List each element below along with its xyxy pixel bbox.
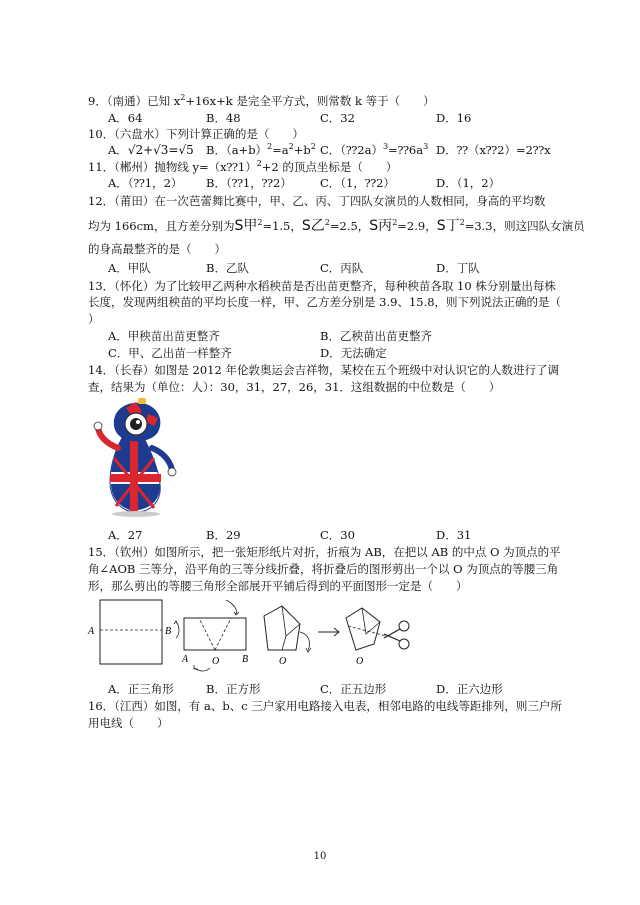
q12-option-d[interactable]: D．丁队 [436,261,480,275]
label-o-3: O [279,656,287,667]
q10-option-b[interactable]: B．$(a+b)^2=a^2+b^2$ [206,142,316,157]
label-o-5: O [356,656,364,667]
q14-option-d[interactable]: D．31 [436,528,472,542]
label-b: B [165,626,172,637]
q12-line1: 12．（莆田）在一次芭蕾舞比赛中，甲、乙、丙、丁四队女演员的人数相同，身高的平均数 [88,194,546,208]
q13-option-c[interactable]: C．甲、乙出苗一样整齐 [108,346,232,360]
q12-option-a[interactable]: A．甲队 [108,261,151,275]
q9-option-d[interactable]: D．16 [436,111,472,125]
q14-option-b[interactable]: B．29 [206,528,241,542]
q12-option-b[interactable]: B．乙队 [206,261,249,275]
olympic-mascot-image [92,398,178,518]
q11-stem: 11．（郴州）抛物线 y=（x⁇1）$^2$+2 的顶点坐标是（ ） [88,159,398,174]
page-number: 10 [313,851,327,862]
q14-option-a[interactable]: A．27 [108,528,143,542]
q12-line2: 均为 166cm，且方差分别为S甲$^2$=1.5，S乙$^2$=2.5，S丙$^2$=2.9，S丁$^2$=3.3，则这四队女演员 [88,218,585,234]
q10-option-c[interactable]: C．$(⁇2a)^3=⁇6a^3$ [320,142,429,157]
q12-options [108,261,578,276]
q13-line1: 13．（怀化）为了比较甲乙两种水稻秧苗是否出苗更整齐，每种秧苗各取 10 株分别量出每株 [88,279,556,293]
q11-option-a[interactable]: A．（⁇1，2） [108,176,183,190]
q15-options [108,682,578,697]
q15-line1: 15．（钦州）如图所示，把一张矩形纸片对折，折痕为 AB，在把以 AB 的中点 O 为顶点的平 [88,545,561,559]
q15-option-c[interactable]: C．正五边形 [320,682,387,696]
q11-option-b[interactable]: B．（⁇1，⁇2） [206,176,292,190]
q13-options-row2 [108,346,578,361]
label-o-2: O [212,656,220,667]
q12-line3: 的身高最整齐的是（ ） [88,242,226,256]
q9-stem: 9．（南通）已知 $x^2+16x+k$ 是完全平方式，则常数 k 等于（ ） [88,93,435,108]
q9-option-b[interactable]: B．48 [206,111,241,125]
q13-option-b[interactable]: B．乙秧苗出苗更整齐 [320,329,432,343]
q15-line2: 角∠AOB 三等分，沿平角的三等分线折叠，将折叠后的图形剪出一个以 O 为顶点的等腰三角 [88,562,559,576]
q15-line3: 形，那么剪出的等腰三角形全部展开平铺后得到的平面图形一定是（ ） [88,579,468,593]
q13-line3: ） [88,312,100,326]
paper-folding-diagram [86,596,416,674]
q11-option-c[interactable]: C．（1，⁇2） [320,176,395,190]
q14-line1: 14．（长春）如图是 2012 年伦敦奥运会吉祥物，某校在五个班级中对认识它的人数进行了调 [88,363,559,377]
label-a-2: A [182,654,189,665]
q13-line2: 长度，发现两组秧苗的平均长度一样，甲、乙方差分别是 3.9、15.8，则下列说法正确的是（ [88,295,562,309]
q13-option-d[interactable]: D．无法确定 [320,346,387,360]
q11-options [108,176,578,191]
label-a: A [88,626,95,637]
q11-option-d[interactable]: D．（1，2） [436,176,501,190]
q15-option-b[interactable]: B．正方形 [206,682,261,696]
q13-option-a[interactable]: A．甲秧苗出苗更整齐 [108,329,220,343]
label-b-2: B [242,654,249,665]
q9-option-a[interactable]: A．64 [108,111,143,125]
q10-option-d[interactable]: D．⁇（x⁇2）=2⁇x [436,143,551,157]
q15-option-a[interactable]: A．正三角形 [108,682,174,696]
q14-option-c[interactable]: C．30 [320,528,355,542]
scissors-icon [384,621,409,649]
q16-line2: 用电线（ ） [88,716,169,730]
q9-options [108,111,578,126]
q10-option-a[interactable]: A．√2+√3=√5 [108,143,194,157]
q9-option-c[interactable]: C．32 [320,111,355,125]
q12-option-c[interactable]: C．丙队 [320,261,364,275]
q13-options-row1 [108,329,578,344]
q14-options [108,528,578,543]
q10-options [108,143,578,158]
q10-stem: 10．（六盘水）下列计算正确的是（ ） [88,127,304,141]
q14-line2: 查，结果为（单位：人）：30，31，27，26，31．这组数据的中位数是（ ） [88,380,501,394]
q16-line1: 16．（江西）如图，有 a、b、c 三户家用电路接入电表，相邻电路的电线等距排列，则三户所 [88,699,562,713]
q15-option-d[interactable]: D．正六边形 [436,682,503,696]
